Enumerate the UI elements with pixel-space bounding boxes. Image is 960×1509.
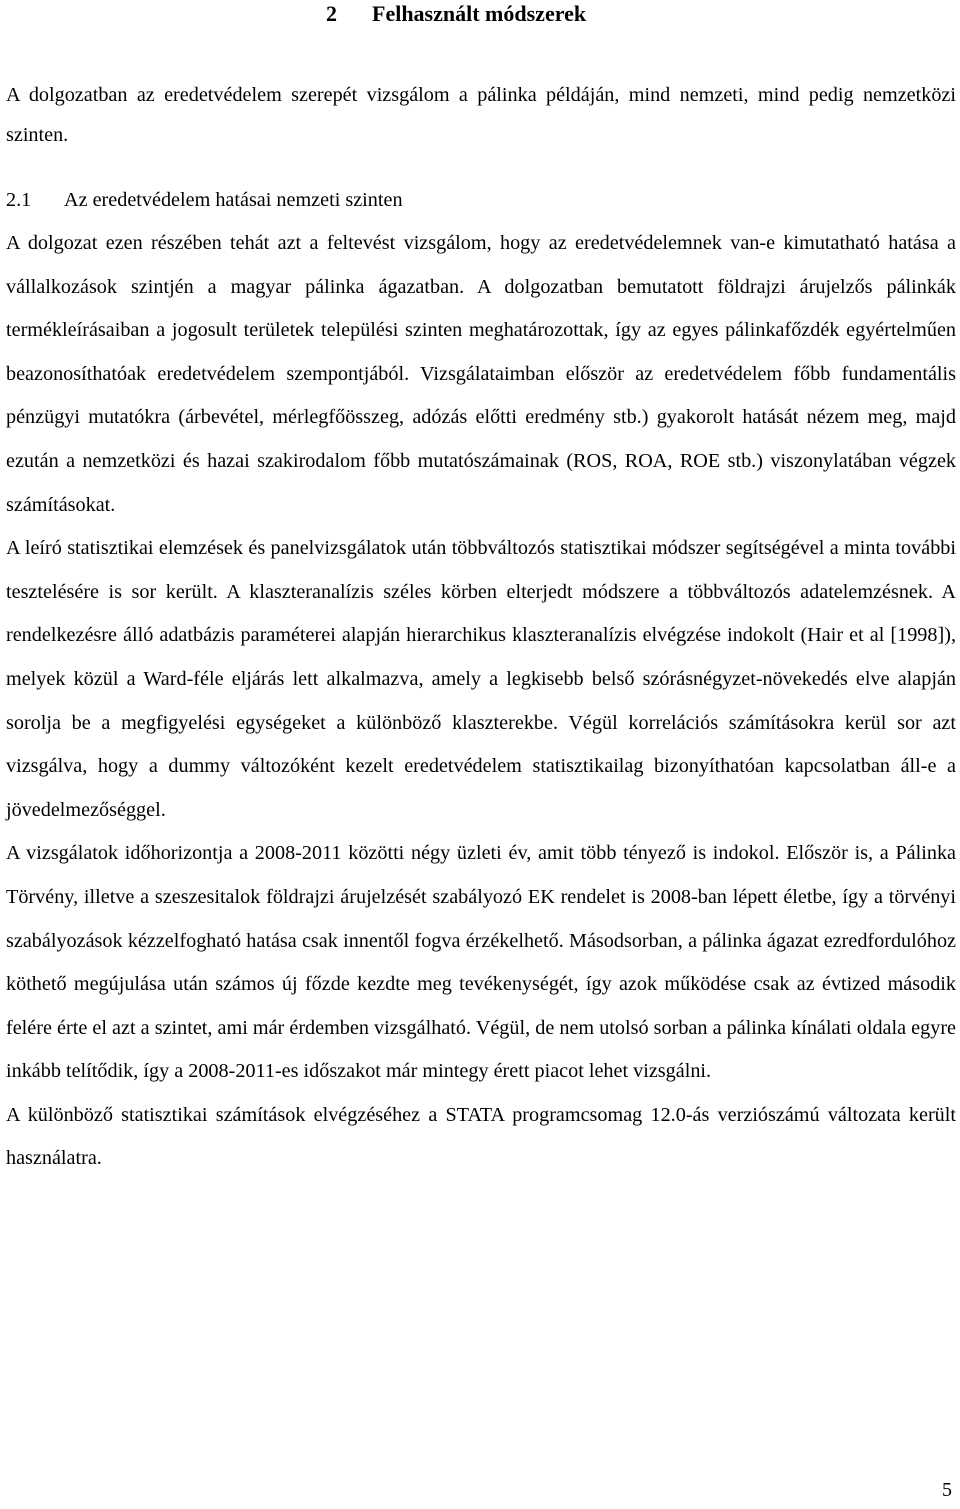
section-title: Az eredetvédelem hatásai nemzeti szinten [64, 189, 403, 211]
paragraph-time-horizon: A vizsgálatok időhorizontja a 2008-2011 közötti négy üzleti év, amit több tényező is indokol. Először is, a Pálinka Törvény, illetve a szeszesitalok földrajzi árujelzését szabályozó EK rendelet is 2008-ban lépett életbe, így a törvényi szabályozások kézzelfogható hatása csak innentől fogva érzékelhető. Másodsorban, a pálinka ágazat ezredfordulóhoz köthető megújulása után számos új főzde kezdte meg tevékenységét, így azok működése csak az évtized második felére érte el azt a szintet, ami már érdemben vizsgálható. Végül, de nem utolsó sorban a pálinka kínálati oldala egyre inkább telítődik, így a 2008-2011-es időszakot már mintegy érett piacot lehet vizsgálni. [6, 842, 956, 1083]
document-page [6, 0, 956, 1181]
section-number: 2.1 [6, 189, 32, 211]
chapter-heading [6, 0, 956, 28]
section-heading [6, 180, 956, 220]
chapter-title: Felhasznált módszerek [372, 1, 587, 26]
paragraph-cluster-analysis: A leíró statisztikai elemzések és panelvizsgálatok után többváltozós statisztikai módszer segítségével a minta további tesztelésére is sor került. A klaszteranalízis széles körben elterjedt módszere a többváltozós adatelemzésnek. A rendelkezésre álló adatbázis paraméterei alapján hierarchikus klaszteranalízis elvégzése indokolt (Hair et al [1998]), melyek közül a Ward-féle eljárás lett alkalmazva, amely a legkisebb belső szórásnégyzet-növekedés elve alapján sorolja be a megfigyelési egységeket a különböző klaszterekbe. Végül korrelációs számításokra kerül sor azt vizsgálva, hogy a dummy változóként kezelt eredetvédelem statisztikailag bizonyíthatóan kapcsolatban áll-e a jövedelmezőséggel. [6, 537, 956, 821]
section-body [6, 222, 956, 1181]
page-number: 5 [942, 1479, 952, 1501]
chapter-number: 2 [326, 1, 337, 26]
paragraph-methodology: A dolgozat ezen részében tehát azt a feltevést vizsgálom, hogy az eredetvédelemnek van-e kimutatható hatása a vállalkozások szintjén a magyar pálinka ágazatban. A dolgozatban bemutatott földrajzi árujelzős pálinkák termékleírásaiban a jogosult területek települési szinten meghatározottak, így az egyes pálinkafőzdék egyértelműen beazonosíthatóak eredetvédelem szempontjából. Vizsgálataimban először az eredetvédelem főbb fundamentális pénzügyi mutatókra (árbevétel, mérlegfőösszeg, adózás előtti eredmény stb.) gyakorolt hatását nézem meg, majd ezután a nemzetközi és hazai szakirodalom főbb mutatószámainak (ROS, ROA, ROE stb.) viszonylatában végzek számításokat. [6, 232, 956, 516]
intro-paragraph: A dolgozatban az eredetvédelem szerepét vizsgálom a pálinka példáján, mind nemzeti, mind pedig nemzetközi szinten. [6, 84, 956, 146]
paragraph-software: A különböző statisztikai számítások elvégzéséhez a STATA programcsomag 12.0-ás verziószámú változata került használatra. [6, 1103, 956, 1170]
